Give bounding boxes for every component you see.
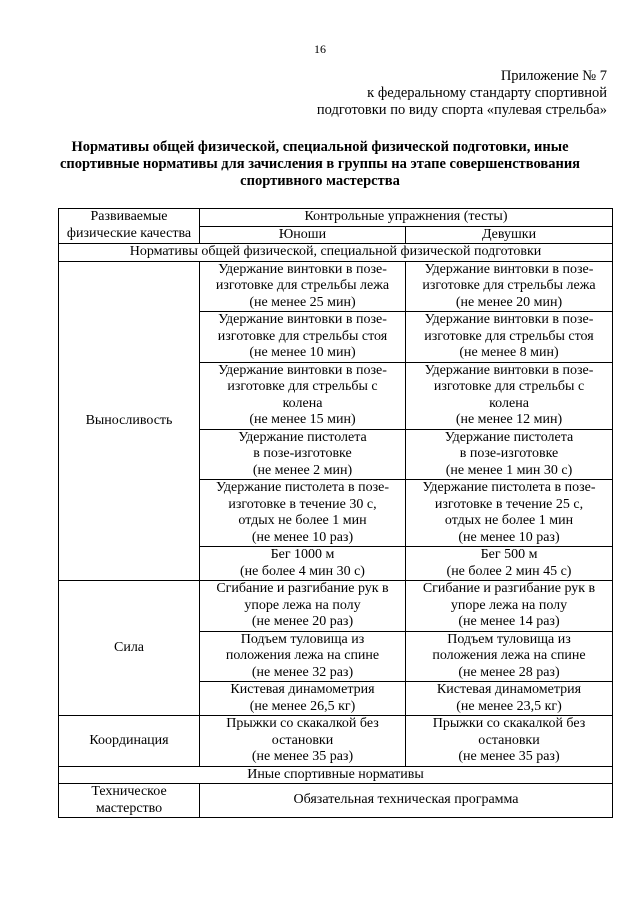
appendix-line-3: подготовки по виду спорта «пулевая стрельба» <box>316 102 607 118</box>
header-tests: Контрольные упражнения (тесты) <box>200 209 613 227</box>
technical-quality-line-1: Техническое <box>91 784 167 799</box>
norm-cell-line: (не менее 10 раз) <box>458 529 560 545</box>
norm-cell-line: (не менее 15 мин) <box>249 412 356 427</box>
section-row-other <box>59 766 613 784</box>
norm-cell-line: остановки <box>478 732 540 748</box>
norm-cell-girls <box>406 480 613 547</box>
quality-cell: Выносливость <box>59 261 200 581</box>
norm-cell-line: Бег 1000 м <box>270 547 335 562</box>
header-quality-line-2: физические качества <box>66 225 192 241</box>
norm-row <box>59 581 613 632</box>
norm-cell-boys <box>200 581 406 632</box>
norm-cell-girls <box>406 312 613 363</box>
norm-cell-line: (не менее 10 раз) <box>251 529 354 545</box>
norm-cell-line: положения лежа на спине <box>225 648 380 663</box>
norm-cell-line: изготовке для стрельбы стоя <box>424 328 594 344</box>
norm-cell-line: (не менее 25 мин) <box>249 294 356 310</box>
norm-cell-line: (не менее 12 мин) <box>455 412 563 427</box>
norm-cell-line: Удержание пистолета в позе- <box>215 480 390 495</box>
norm-cell-girls <box>406 429 613 480</box>
section-title-ofp: Нормативы общей физической, специальной физической подготовки <box>59 244 613 262</box>
norm-cell-line: Удержание винтовки в позе- <box>218 261 387 277</box>
norm-cell-line: (не менее 35 раз) <box>251 749 354 764</box>
norm-cell-boys <box>200 682 406 716</box>
title-line-3: спортивного мастерства <box>240 173 400 189</box>
norm-cell-line: Удержание винтовки в позе- <box>218 362 387 378</box>
norm-cell-girls <box>406 362 613 429</box>
section-row-ofp <box>59 244 613 262</box>
norm-cell-girls <box>406 581 613 632</box>
norm-cell-line: (не менее 10 мин) <box>249 345 356 360</box>
norms-table <box>58 208 613 818</box>
norm-cell-line: Подъем туловища из <box>240 631 365 647</box>
norm-cell-line: Удержание пистолета в позе- <box>422 480 596 495</box>
norm-cell-line: отдых не более 1 мин <box>238 513 367 528</box>
page-number: 16 <box>314 42 326 56</box>
norm-cell-line: Удержание винтовки в позе- <box>424 261 594 277</box>
norm-cell-line: (не менее 32 раз) <box>251 664 354 680</box>
norm-row <box>59 261 613 312</box>
technical-row <box>59 784 613 818</box>
norm-cell-line: Удержание винтовки в позе- <box>424 362 594 378</box>
norm-cell-line: упоре лежа на полу <box>450 597 568 613</box>
norm-cell-girls <box>406 682 613 716</box>
norm-cell-line: в позе-изготовке <box>459 446 559 461</box>
norm-cell-line: Прыжки со скакалкой без <box>226 716 379 731</box>
norm-cell-line: Удержание винтовки в позе- <box>218 312 387 327</box>
quality-cell: Координация <box>59 716 200 767</box>
norm-cell-girls <box>406 547 613 581</box>
norm-cell-boys <box>200 261 406 312</box>
norm-cell-line: Бег 500 м <box>480 547 538 562</box>
norm-cell-line: упоре лежа на полу <box>244 597 361 613</box>
norm-cell-line: в позе-изготовке <box>253 446 352 461</box>
title-line-1: Нормативы общей физической, специальной физической подготовки, иные <box>71 139 569 155</box>
norm-cell-boys <box>200 631 406 682</box>
norm-cell-line: отдых не более 1 мин <box>444 513 574 528</box>
norm-cell-line: Сгибание и разгибание рук в <box>422 581 596 596</box>
norm-cell-line: (не менее 8 мин) <box>459 345 559 360</box>
norm-cell-line: изготовке для стрельбы с <box>227 379 378 394</box>
norm-cell-line: (не менее 28 раз) <box>458 664 560 680</box>
norm-cell-boys <box>200 547 406 581</box>
appendix-block <box>317 68 607 119</box>
quality-cell: Сила <box>59 581 200 716</box>
norm-cell-line: колена <box>489 395 529 411</box>
title-line-2: спортивные нормативы для зачисления в группы на этапе совершенствования <box>59 156 581 172</box>
norm-cell-line: Прыжки со скакалкой без <box>432 716 586 731</box>
norm-cell-line: изготовке в течение 30 с, <box>228 496 377 512</box>
norm-cell-girls <box>406 631 613 682</box>
section-title-other: Иные спортивные нормативы <box>59 766 613 784</box>
norm-cell-line: изготовке для стрельбы стоя <box>217 328 388 344</box>
norm-cell-line: Удержание винтовки в позе- <box>424 312 594 327</box>
technical-program: Обязательная техническая программа <box>200 784 613 818</box>
norm-cell-girls <box>406 716 613 767</box>
norm-cell-line: Удержание пистолета <box>238 429 367 445</box>
norm-cell-line: Удержание пистолета <box>444 429 574 445</box>
norm-cell-line: (не менее 14 раз) <box>458 614 560 629</box>
header-quality <box>59 209 200 244</box>
norm-cell-girls <box>406 261 613 312</box>
norm-cell-line: изготовке в течение 25 с, <box>434 496 584 512</box>
appendix-line-1: Приложение № 7 <box>500 68 607 84</box>
norm-cell-line: Кистевая динамометрия <box>230 682 375 697</box>
norm-cell-line: Кистевая динамометрия <box>436 682 582 697</box>
norm-cell-line: (не менее 2 мин) <box>252 462 353 478</box>
norm-cell-boys <box>200 429 406 480</box>
norm-cell-line: положения лежа на спине <box>432 648 586 663</box>
norm-cell-line: остановки <box>271 732 334 748</box>
norm-cell-line: (не менее 35 раз) <box>458 749 560 764</box>
norm-cell-line: (не более 4 мин 30 с) <box>240 563 365 579</box>
norm-cell-line: изготовке для стрельбы лежа <box>215 278 390 293</box>
norm-cell-line: изготовке для стрельбы лежа <box>422 278 596 293</box>
norm-cell-line: (не менее 20 раз) <box>251 614 354 629</box>
norm-cell-line: (не менее 1 мин 30 с) <box>445 462 573 478</box>
norm-cell-line: (не более 2 мин 45 с) <box>446 563 572 579</box>
header-quality-line-1: Развиваемые <box>90 209 168 224</box>
norm-cell-line: колена <box>282 395 323 411</box>
norms-table-body <box>59 209 613 818</box>
norm-cell-boys <box>200 362 406 429</box>
technical-quality-line-2: мастерство <box>95 800 163 816</box>
technical-quality <box>59 784 200 818</box>
norm-cell-line: Сгибание и разгибание рук в <box>216 581 389 596</box>
norm-cell-line: (не менее 20 мин) <box>455 294 563 310</box>
norm-cell-boys <box>200 480 406 547</box>
header-boys: Юноши <box>200 226 406 244</box>
norm-cell-line: (не менее 23,5 кг) <box>456 698 562 714</box>
norm-cell-line: Подъем туловища из <box>447 631 571 647</box>
header-row <box>59 209 613 227</box>
appendix-line-2: к федеральному стандарту спортивной <box>367 85 607 101</box>
document-title <box>50 139 590 190</box>
norm-cell-line: изготовке для стрельбы с <box>433 379 585 394</box>
norm-cell-line: (не менее 26,5 кг) <box>249 698 356 714</box>
norm-row <box>59 716 613 767</box>
norm-cell-boys <box>200 716 406 767</box>
header-girls: Девушки <box>406 226 613 244</box>
norm-cell-boys <box>200 312 406 363</box>
